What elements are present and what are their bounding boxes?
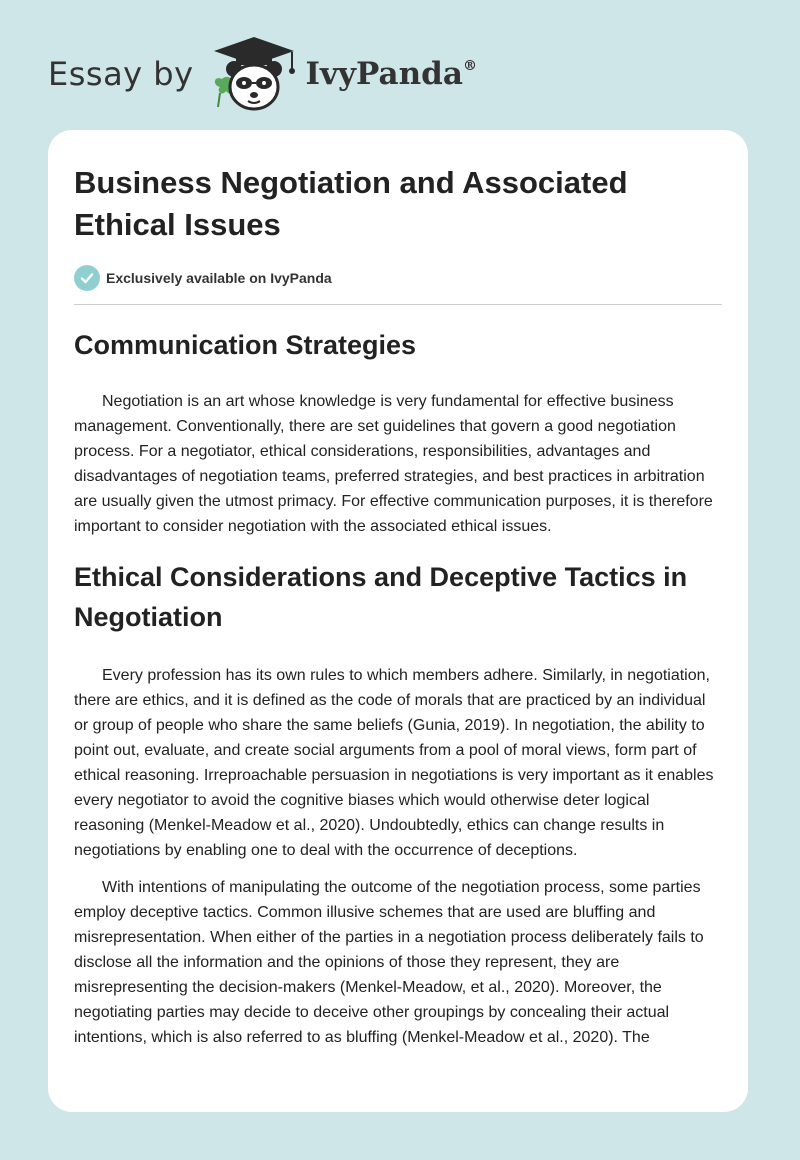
title-divider	[74, 304, 722, 305]
section-heading-ethical-considerations: Ethical Considerations and Deceptive Tactics in Negotiation	[74, 562, 688, 632]
section-heading-communication: Communication Strategies	[74, 330, 417, 360]
exclusive-label: Exclusively available on IvyPanda	[106, 270, 332, 286]
exclusive-badge	[74, 264, 722, 292]
article-title: Business Negotiation and Associated Ethical Issues	[74, 165, 628, 242]
site-header	[48, 34, 477, 114]
paragraph: Every profession has its own rules to which members adhere. Similarly, in negotiation, there are ethics, and it is defined as the code of morals that are practiced by an individual or group of people who share the same beliefs (Gunia, 2019). In negotiation, the ability to point out, evaluate, and create social arguments from a pool of moral views, form part of ethical reasoning. Irreproachable persuasion in negotiations is very important as it enables every negotiator to avoid the cognitive biases which would otherwise deter logical reasoning (Menkel-Meadow et al., 2020). Undoubtedly, ethics can change results in negotiations by enabling one to deal with the occurrence of deceptions.	[74, 667, 714, 859]
brand-prefix: Essay by	[48, 55, 194, 93]
registered-mark: ®	[462, 58, 477, 74]
article-card	[48, 130, 748, 1112]
brand-name	[306, 56, 477, 92]
panda-graduate-logo-icon[interactable]	[208, 35, 300, 113]
paragraph: With intentions of manipulating the outcome of the negotiation process, some parties employ deceptive tactics. Common illusive schemes that are used are bluffing and misrepresentation. When either of the parties in a negotiation process deliberately fails to disclose all the information and the opinions of those they represent, they are misrepresenting the decision-makers (Menkel-Meadow, et al., 2020). Moreover, the negotiating parties may decide to deceive other groupings by concealing their actual intentions, which is also referred to as bluffing (Menkel-Meadow et al., 2020). The	[74, 879, 704, 1046]
paragraph: Negotiation is an art whose knowledge is very fundamental for effective business management. Conventionally, there are set guidelines that govern a good negotiation process. For a negotiator, ethical considerations, responsibilities, advantages and disadvantages of negotiation teams, preferred strategies, and best practices in arbitration are usually given the utmost primacy. For effective communication purposes, it is therefore important to consider negotiation with the associated ethical issues.	[74, 393, 713, 535]
brand-name-text: IvyPanda	[305, 56, 463, 92]
checkmark-circle-icon	[74, 265, 100, 291]
